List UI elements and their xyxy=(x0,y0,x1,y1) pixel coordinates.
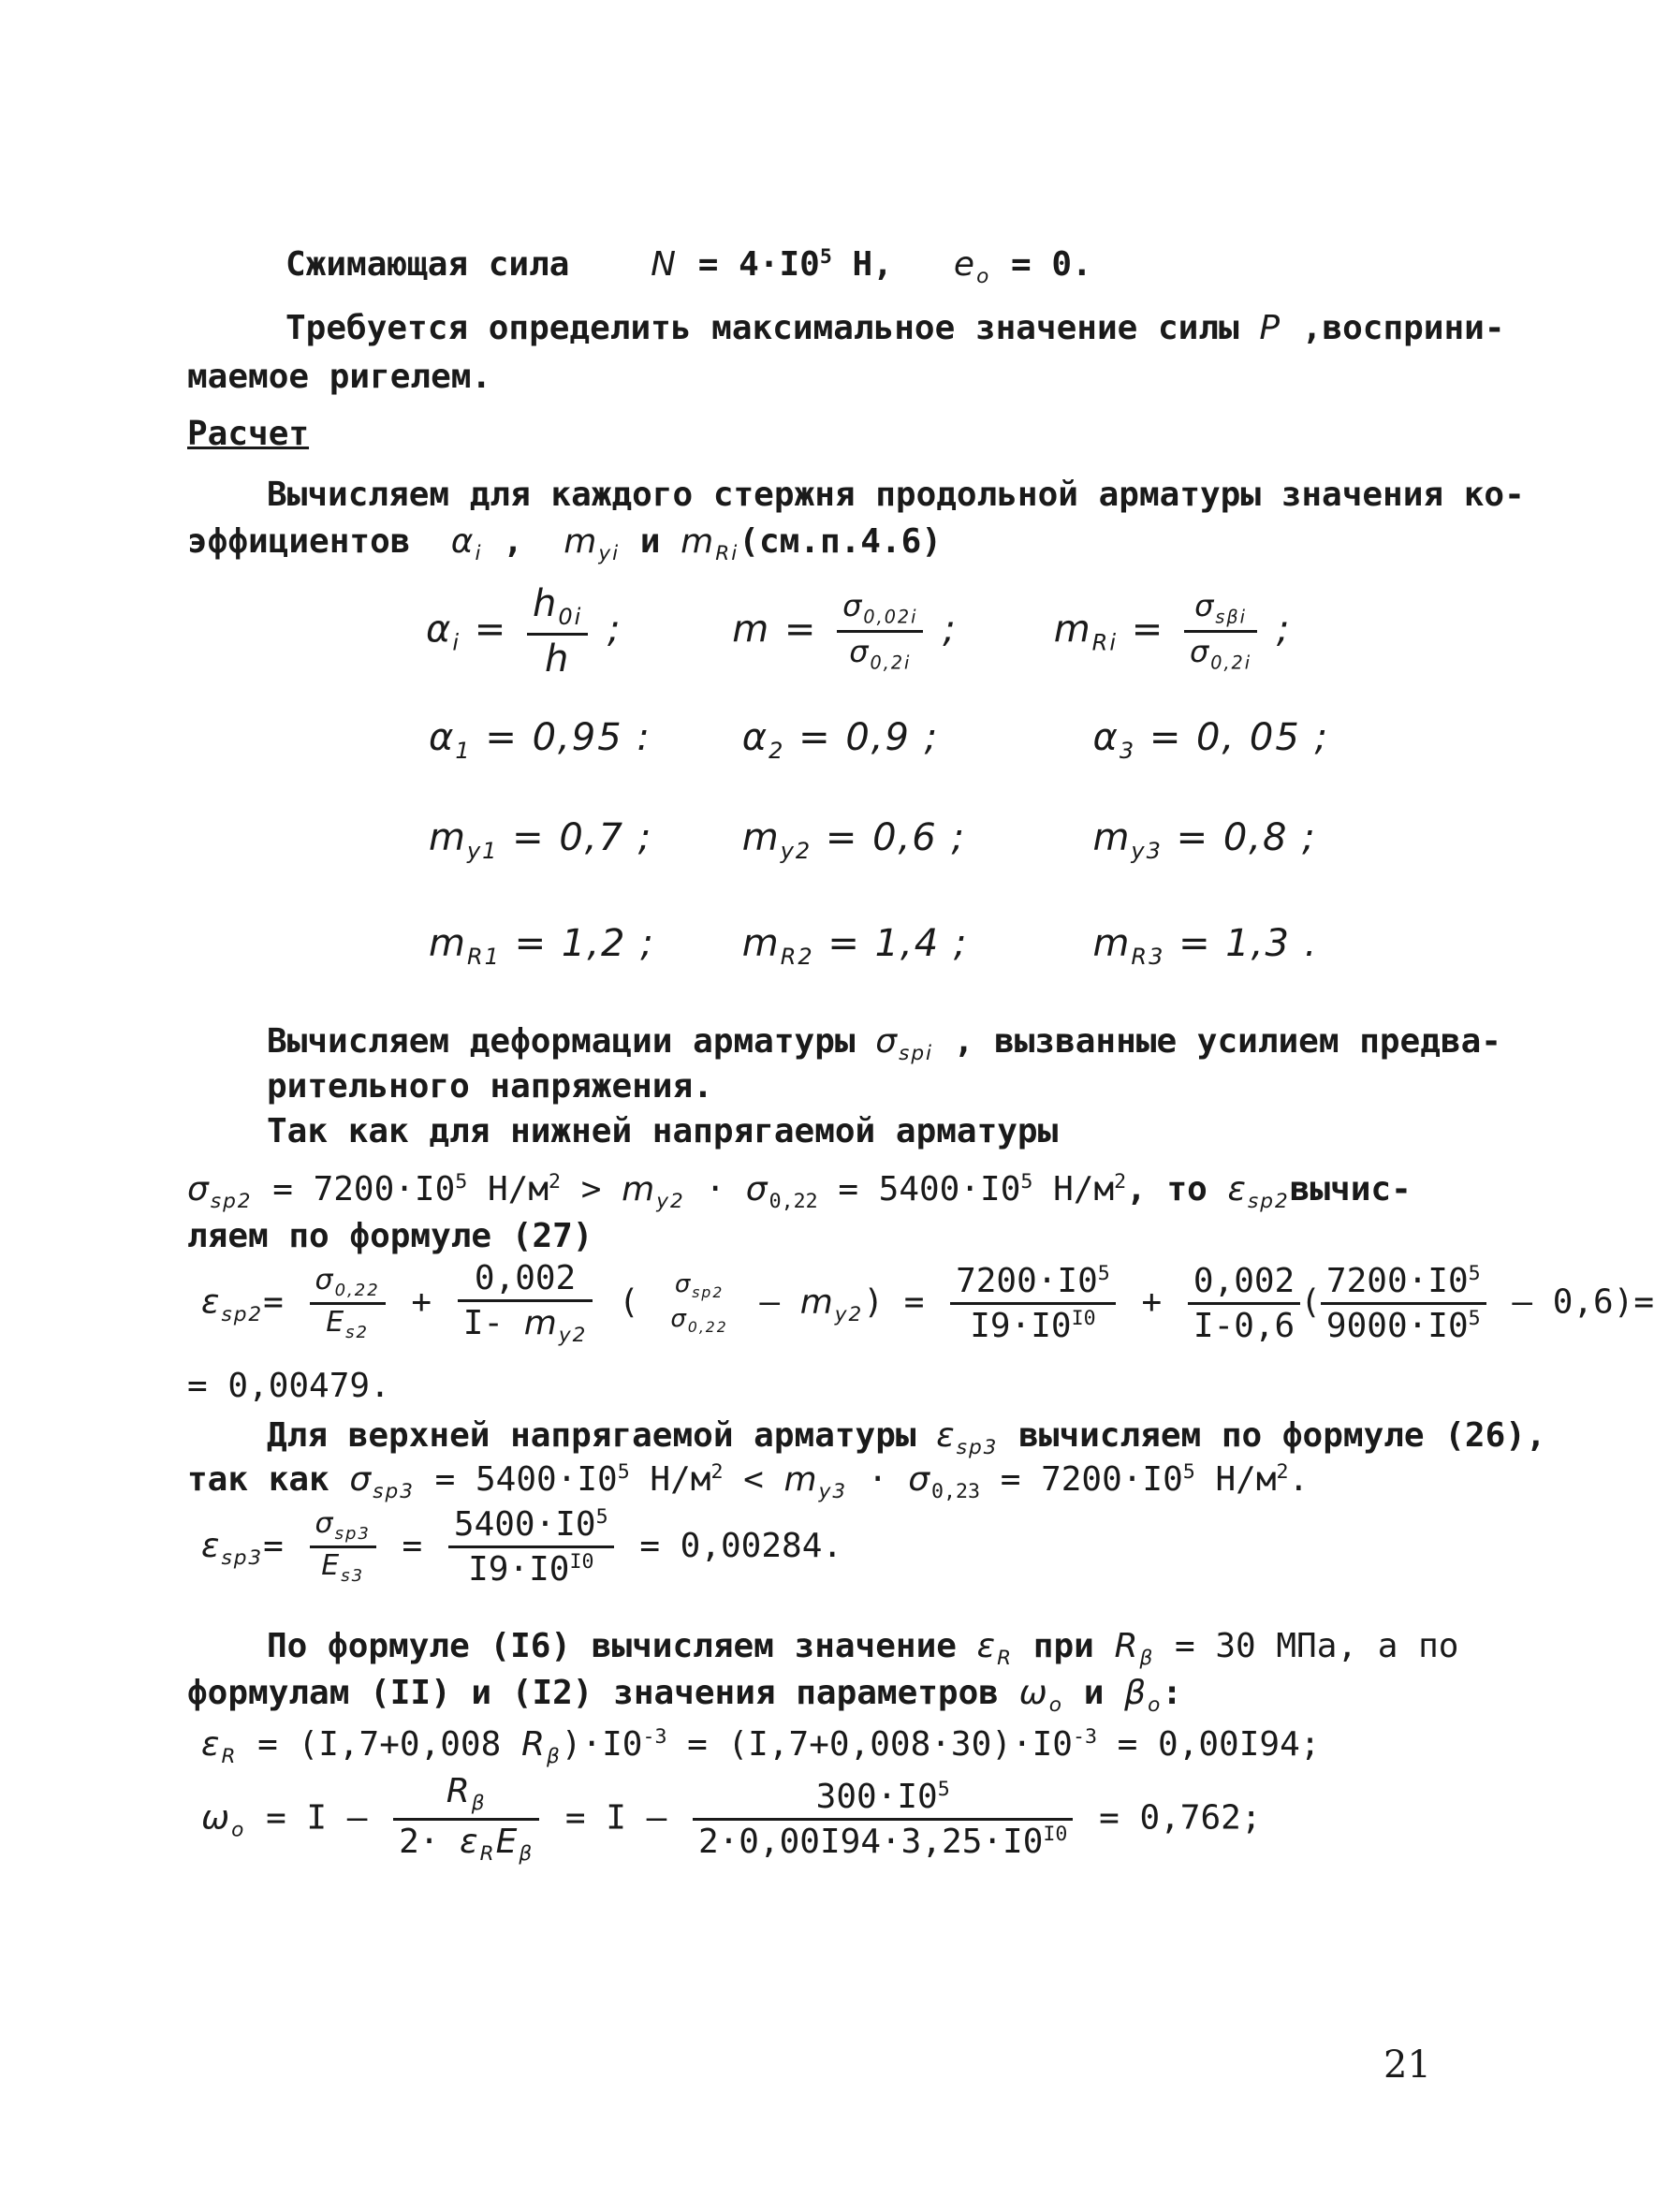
unit: Н/м xyxy=(488,1170,549,1209)
symbol-m: m xyxy=(622,1170,657,1209)
equals: = xyxy=(263,1526,284,1565)
fraction xyxy=(1188,1262,1300,1346)
symbol: α xyxy=(741,716,769,759)
value-text: = 0. xyxy=(1010,245,1092,284)
value: = 1,3 . xyxy=(1178,922,1319,965)
subscript: sp2 xyxy=(221,1302,264,1326)
symbol-epsilon: ε xyxy=(1227,1170,1248,1209)
text: = I – xyxy=(564,1798,667,1838)
symbol: m xyxy=(429,922,467,965)
symbol-R: R xyxy=(520,1725,547,1764)
condition-sp2-line1 xyxy=(187,1170,1412,1214)
symbol-omega: ω xyxy=(1018,1674,1049,1712)
symbol-P: P xyxy=(1259,309,1282,347)
subscript: 0,2i xyxy=(870,652,912,674)
subscript: 1 xyxy=(455,738,472,764)
condition-sp2-line2 xyxy=(187,1217,593,1255)
subscript: 0,02i xyxy=(863,606,918,628)
subscript: sp2 xyxy=(210,1190,253,1214)
subscript: Ri xyxy=(1091,629,1119,656)
subscript: y3 xyxy=(818,1480,848,1504)
symbol-m: m xyxy=(1053,608,1092,652)
fraction xyxy=(448,1505,614,1589)
symbol-alpha: α xyxy=(426,608,453,652)
text: = 30 МПа, а по xyxy=(1174,1627,1459,1665)
subscript: 0,22 xyxy=(687,1318,728,1336)
paragraph-coefficients-line1 xyxy=(267,476,1525,514)
exponent: I0 xyxy=(1043,1823,1068,1847)
value: = 1,4 ; xyxy=(827,922,969,965)
symbol-E: E xyxy=(495,1823,520,1862)
separator: ; xyxy=(1276,608,1292,652)
unit: Н/м xyxy=(1215,1460,1277,1499)
exponent: 2 xyxy=(1114,1170,1127,1194)
exponent: I0 xyxy=(1071,1307,1096,1331)
paragraph-upper-line2 xyxy=(187,1460,1309,1504)
value: = 5400·I0 xyxy=(434,1460,618,1499)
denominator: E xyxy=(326,1306,346,1340)
numerator: 5400·I0 xyxy=(453,1505,596,1544)
text: эффициентов xyxy=(187,522,411,561)
operator: – xyxy=(759,1282,781,1322)
symbol-m: m xyxy=(732,608,771,652)
subscript: sp2 xyxy=(1248,1190,1290,1214)
text: формулам (II) и (I2) значения параметров xyxy=(187,1674,999,1712)
fraction-mR xyxy=(1184,589,1257,673)
operator: + xyxy=(411,1282,432,1322)
section-heading xyxy=(187,415,309,453)
paragraph-requirement-line2 xyxy=(187,358,491,396)
text: и xyxy=(639,522,661,561)
value: = 0,95 : xyxy=(485,716,651,759)
text: ляем по формуле (27) xyxy=(187,1217,593,1255)
text: , вызванные усилием предва- xyxy=(953,1022,1501,1061)
symbol-sigma: σ xyxy=(875,1022,900,1061)
symbol-omega: ω xyxy=(201,1798,232,1838)
subscript: 2 xyxy=(768,738,785,764)
numerator: R xyxy=(446,1772,472,1810)
text: = I – xyxy=(266,1798,368,1838)
operator: · xyxy=(867,1460,888,1499)
formula-27-result xyxy=(187,1367,390,1405)
text: : xyxy=(1162,1674,1182,1712)
subscript: 0,22 xyxy=(768,1190,818,1214)
subscript: o xyxy=(976,265,991,289)
heading-text: Расчет xyxy=(187,415,310,453)
symbol-R: R xyxy=(1114,1627,1140,1665)
exponent: 5 xyxy=(1020,1170,1033,1194)
paragraph-deformations-line2 xyxy=(267,1067,713,1106)
text: вычисляем по формуле (26), xyxy=(1018,1416,1546,1455)
symbol: α xyxy=(429,716,456,759)
value: = 0,9 ; xyxy=(798,716,940,759)
exponent: 5 xyxy=(595,1505,608,1529)
numerator: σ xyxy=(315,1506,335,1540)
unit: Н/м xyxy=(1053,1170,1115,1209)
operator: + xyxy=(1141,1282,1163,1322)
values-row-alpha xyxy=(429,716,1329,765)
denominator: 2· xyxy=(399,1823,440,1862)
values-row-my xyxy=(429,816,1317,865)
text: – 0,6)= xyxy=(1512,1282,1654,1322)
exponent: 5 xyxy=(819,245,832,269)
symbol-epsilon: ε xyxy=(936,1416,957,1455)
symbol-m: m xyxy=(681,522,716,561)
symbol-e0: e xyxy=(953,245,977,284)
value: = 0, 05 ; xyxy=(1149,716,1330,759)
subscript: y2 xyxy=(780,838,812,864)
text: Вычисляем для каждого стержня продольной арматуры значения ко- xyxy=(267,476,1525,514)
symbol: m xyxy=(741,922,781,965)
text: вычис- xyxy=(1289,1170,1412,1209)
result: = 0,00I94; xyxy=(1117,1725,1321,1764)
paragraph-requirement-line1 xyxy=(285,309,1505,347)
formula-27 xyxy=(201,1259,1654,1348)
subscript: β xyxy=(519,1842,534,1867)
operator: · xyxy=(705,1170,726,1209)
separator: ; xyxy=(943,608,958,652)
subscript: s2 xyxy=(345,1323,369,1343)
denominator: 9000·I0 xyxy=(1325,1307,1469,1346)
value: = 7200·I0 xyxy=(272,1170,456,1209)
symbol-epsilon: ε xyxy=(460,1823,480,1862)
subscript: R3 xyxy=(1131,944,1165,970)
exponent: -3 xyxy=(1072,1725,1097,1749)
denominator: σ xyxy=(670,1304,688,1333)
symbol-m: m xyxy=(564,522,599,561)
numerator: 7200·I0 xyxy=(1325,1261,1469,1300)
numerator: 300·I0 xyxy=(815,1777,938,1816)
subscript: R1 xyxy=(466,944,501,970)
text: маемое ригелем. xyxy=(187,358,492,396)
fraction xyxy=(458,1259,593,1348)
text: . xyxy=(1288,1460,1310,1499)
symbol-sigma: σ xyxy=(349,1460,373,1499)
page-number xyxy=(1383,2044,1431,2087)
exponent: 5 xyxy=(455,1170,468,1194)
numerator: 7200·I0 xyxy=(956,1261,1098,1300)
text: (см.п.4.6) xyxy=(739,522,943,561)
numerator: 0,002 xyxy=(1193,1261,1295,1300)
symbol-epsilon: ε xyxy=(201,1526,222,1565)
subscript: sp3 xyxy=(956,1436,999,1460)
fraction xyxy=(310,1508,376,1587)
subscript: β xyxy=(546,1745,562,1769)
subscript: y3 xyxy=(1131,838,1163,864)
equals: = xyxy=(402,1526,423,1565)
value: = 0,8 ; xyxy=(1176,816,1317,859)
text: Требуется определить максимальное значение силы xyxy=(285,309,1239,347)
symbol-epsilon: ε xyxy=(201,1282,222,1322)
denominator: 2·0,00I94·3,25·I0 xyxy=(697,1823,1044,1862)
page-number-text: 21 xyxy=(1383,2044,1431,2087)
fraction-m xyxy=(837,589,923,673)
subscript: o xyxy=(1148,1693,1163,1718)
exponent: I0 xyxy=(569,1550,594,1575)
line-compressive-force xyxy=(285,245,1092,289)
exponent: -3 xyxy=(642,1725,667,1749)
symbol-N: N xyxy=(651,245,679,284)
subscript: spi xyxy=(899,1042,934,1066)
operator: > xyxy=(580,1170,602,1209)
subscript: β xyxy=(471,1792,487,1816)
text: = (I,7+0,008 xyxy=(257,1725,502,1764)
symbol-m: m xyxy=(523,1304,559,1343)
subscript: o xyxy=(231,1818,246,1842)
text: при xyxy=(1032,1627,1094,1665)
subscript: β xyxy=(1139,1647,1155,1671)
value-text: = 4·I0 xyxy=(697,245,820,284)
symbol-sigma: σ xyxy=(187,1170,211,1209)
formula-11 xyxy=(201,1772,1262,1867)
equals: = xyxy=(783,608,818,652)
paragraph-upper-line1 xyxy=(267,1416,1546,1460)
subscript: sp3 xyxy=(373,1480,415,1504)
operator: < xyxy=(743,1460,764,1499)
subscript: R xyxy=(479,1842,496,1867)
numerator: h xyxy=(533,582,559,625)
text: )·I0 xyxy=(561,1725,643,1764)
denominator: I9·I0 xyxy=(468,1550,570,1589)
subscript: sβi xyxy=(1215,606,1247,628)
denominator: I-0,6 xyxy=(1193,1307,1295,1346)
denominator: h xyxy=(544,637,571,681)
exponent: 2 xyxy=(549,1170,562,1194)
denominator: σ xyxy=(849,633,871,669)
equals: = xyxy=(263,1282,284,1322)
equals: = xyxy=(474,608,508,652)
subscript: y2 xyxy=(834,1302,864,1326)
separator: ; xyxy=(607,608,622,652)
equals: = xyxy=(903,1282,925,1322)
value: = 0,6 ; xyxy=(825,816,966,859)
symbol-sigma: σ xyxy=(745,1170,769,1209)
numerator: σ xyxy=(674,1269,693,1298)
paren: ( xyxy=(1300,1282,1321,1322)
subscript: R xyxy=(221,1745,238,1769)
subscript: 0,2i xyxy=(1210,652,1252,674)
formula-16 xyxy=(201,1725,1320,1769)
text: Для верхней напрягаемой арматуры xyxy=(267,1416,916,1455)
fraction xyxy=(665,1271,733,1337)
text: Так как для нижней напрягаемой арматуры xyxy=(267,1112,1059,1150)
formula-26 xyxy=(201,1505,842,1589)
numerator: σ xyxy=(842,588,864,624)
paren: ) xyxy=(863,1282,884,1322)
subscript: sp2 xyxy=(692,1283,725,1301)
denominator: I- xyxy=(462,1304,505,1343)
numerator: 0,002 xyxy=(474,1259,577,1297)
symbol-alpha: α xyxy=(450,522,476,561)
subscript: y1 xyxy=(466,838,499,864)
exponent: 5 xyxy=(1182,1460,1195,1484)
text: рительного напряжения. xyxy=(267,1067,713,1106)
fraction xyxy=(950,1262,1116,1346)
subscript: 0,23 xyxy=(931,1480,981,1504)
subscript: y2 xyxy=(558,1324,588,1348)
denominator: σ xyxy=(1189,633,1211,669)
fraction xyxy=(1321,1262,1486,1346)
symbol: m xyxy=(429,816,467,859)
result: = 0,00479. xyxy=(187,1367,390,1405)
numerator: σ xyxy=(1194,588,1216,624)
symbol: m xyxy=(1092,922,1132,965)
paren: ( xyxy=(619,1282,639,1322)
symbol-beta: β xyxy=(1124,1674,1149,1712)
symbol-sigma: σ xyxy=(908,1460,932,1499)
subscript: i xyxy=(475,542,483,566)
unit: Н/м xyxy=(650,1460,711,1499)
subscript: s3 xyxy=(341,1566,365,1587)
subscript: i xyxy=(452,629,461,656)
value: = 0,7 ; xyxy=(512,816,653,859)
value: = 5400·I0 xyxy=(838,1170,1021,1209)
equals: = xyxy=(1131,608,1165,652)
paragraph-deformations-line1 xyxy=(267,1022,1501,1066)
result: = 0,762; xyxy=(1099,1798,1262,1838)
fraction xyxy=(310,1265,386,1343)
value: = 1,2 ; xyxy=(514,922,655,965)
exponent: 5 xyxy=(617,1460,630,1484)
value: = 7200·I0 xyxy=(1000,1460,1183,1499)
paragraph-formula16-line2 xyxy=(187,1674,1182,1718)
paragraph-deformations-line3 xyxy=(267,1112,1058,1150)
subscript: 0,22 xyxy=(334,1280,380,1300)
text: , xyxy=(503,522,523,561)
fraction xyxy=(393,1772,539,1867)
exponent: 2 xyxy=(710,1460,724,1484)
subscript: yi xyxy=(598,542,621,566)
subscript: sp3 xyxy=(334,1523,371,1544)
subscript: Ri xyxy=(715,542,739,566)
symbol-m: m xyxy=(783,1460,819,1499)
symbol: m xyxy=(1092,816,1132,859)
symbol-m: m xyxy=(799,1282,835,1322)
denominator: E xyxy=(321,1549,342,1583)
exponent: 5 xyxy=(1468,1261,1481,1285)
text: и xyxy=(1083,1674,1105,1712)
symbol-epsilon: ε xyxy=(976,1627,998,1665)
values-row-mR xyxy=(429,922,1318,971)
subscript: sp3 xyxy=(221,1546,264,1571)
text: так как xyxy=(187,1460,329,1499)
symbol: m xyxy=(741,816,781,859)
subscript: o xyxy=(1048,1693,1064,1718)
result: = 0,00284. xyxy=(639,1526,843,1565)
exponent: 5 xyxy=(1097,1261,1110,1285)
text: , то xyxy=(1126,1170,1208,1209)
label-text: Сжимающая сила xyxy=(285,245,570,284)
text: Вычисляем деформации арматуры xyxy=(267,1022,856,1061)
exponent: 5 xyxy=(1468,1307,1481,1331)
exponent: 2 xyxy=(1276,1460,1289,1484)
text: ,восприни- xyxy=(1301,309,1505,347)
fraction xyxy=(693,1778,1073,1862)
fraction-alpha xyxy=(527,582,588,681)
subscript: R xyxy=(997,1647,1014,1671)
unit-text: Н, xyxy=(852,245,893,284)
definitions-row xyxy=(426,582,1291,681)
text: По формуле (I6) вычисляем значение xyxy=(267,1627,957,1665)
symbol-epsilon: ε xyxy=(201,1725,222,1764)
subscript: R2 xyxy=(780,944,814,970)
paragraph-coefficients-line2 xyxy=(187,522,942,566)
denominator: I9·I0 xyxy=(970,1307,1072,1346)
subscript: 0i xyxy=(558,604,583,630)
paragraph-formula16-line1 xyxy=(267,1627,1458,1671)
subscript: y2 xyxy=(656,1190,685,1214)
text: = (I,7+0,008·30)·I0 xyxy=(687,1725,1073,1764)
subscript: 3 xyxy=(1119,738,1136,764)
numerator: σ xyxy=(315,1263,335,1296)
exponent: 5 xyxy=(937,1777,950,1801)
symbol: α xyxy=(1092,716,1120,759)
